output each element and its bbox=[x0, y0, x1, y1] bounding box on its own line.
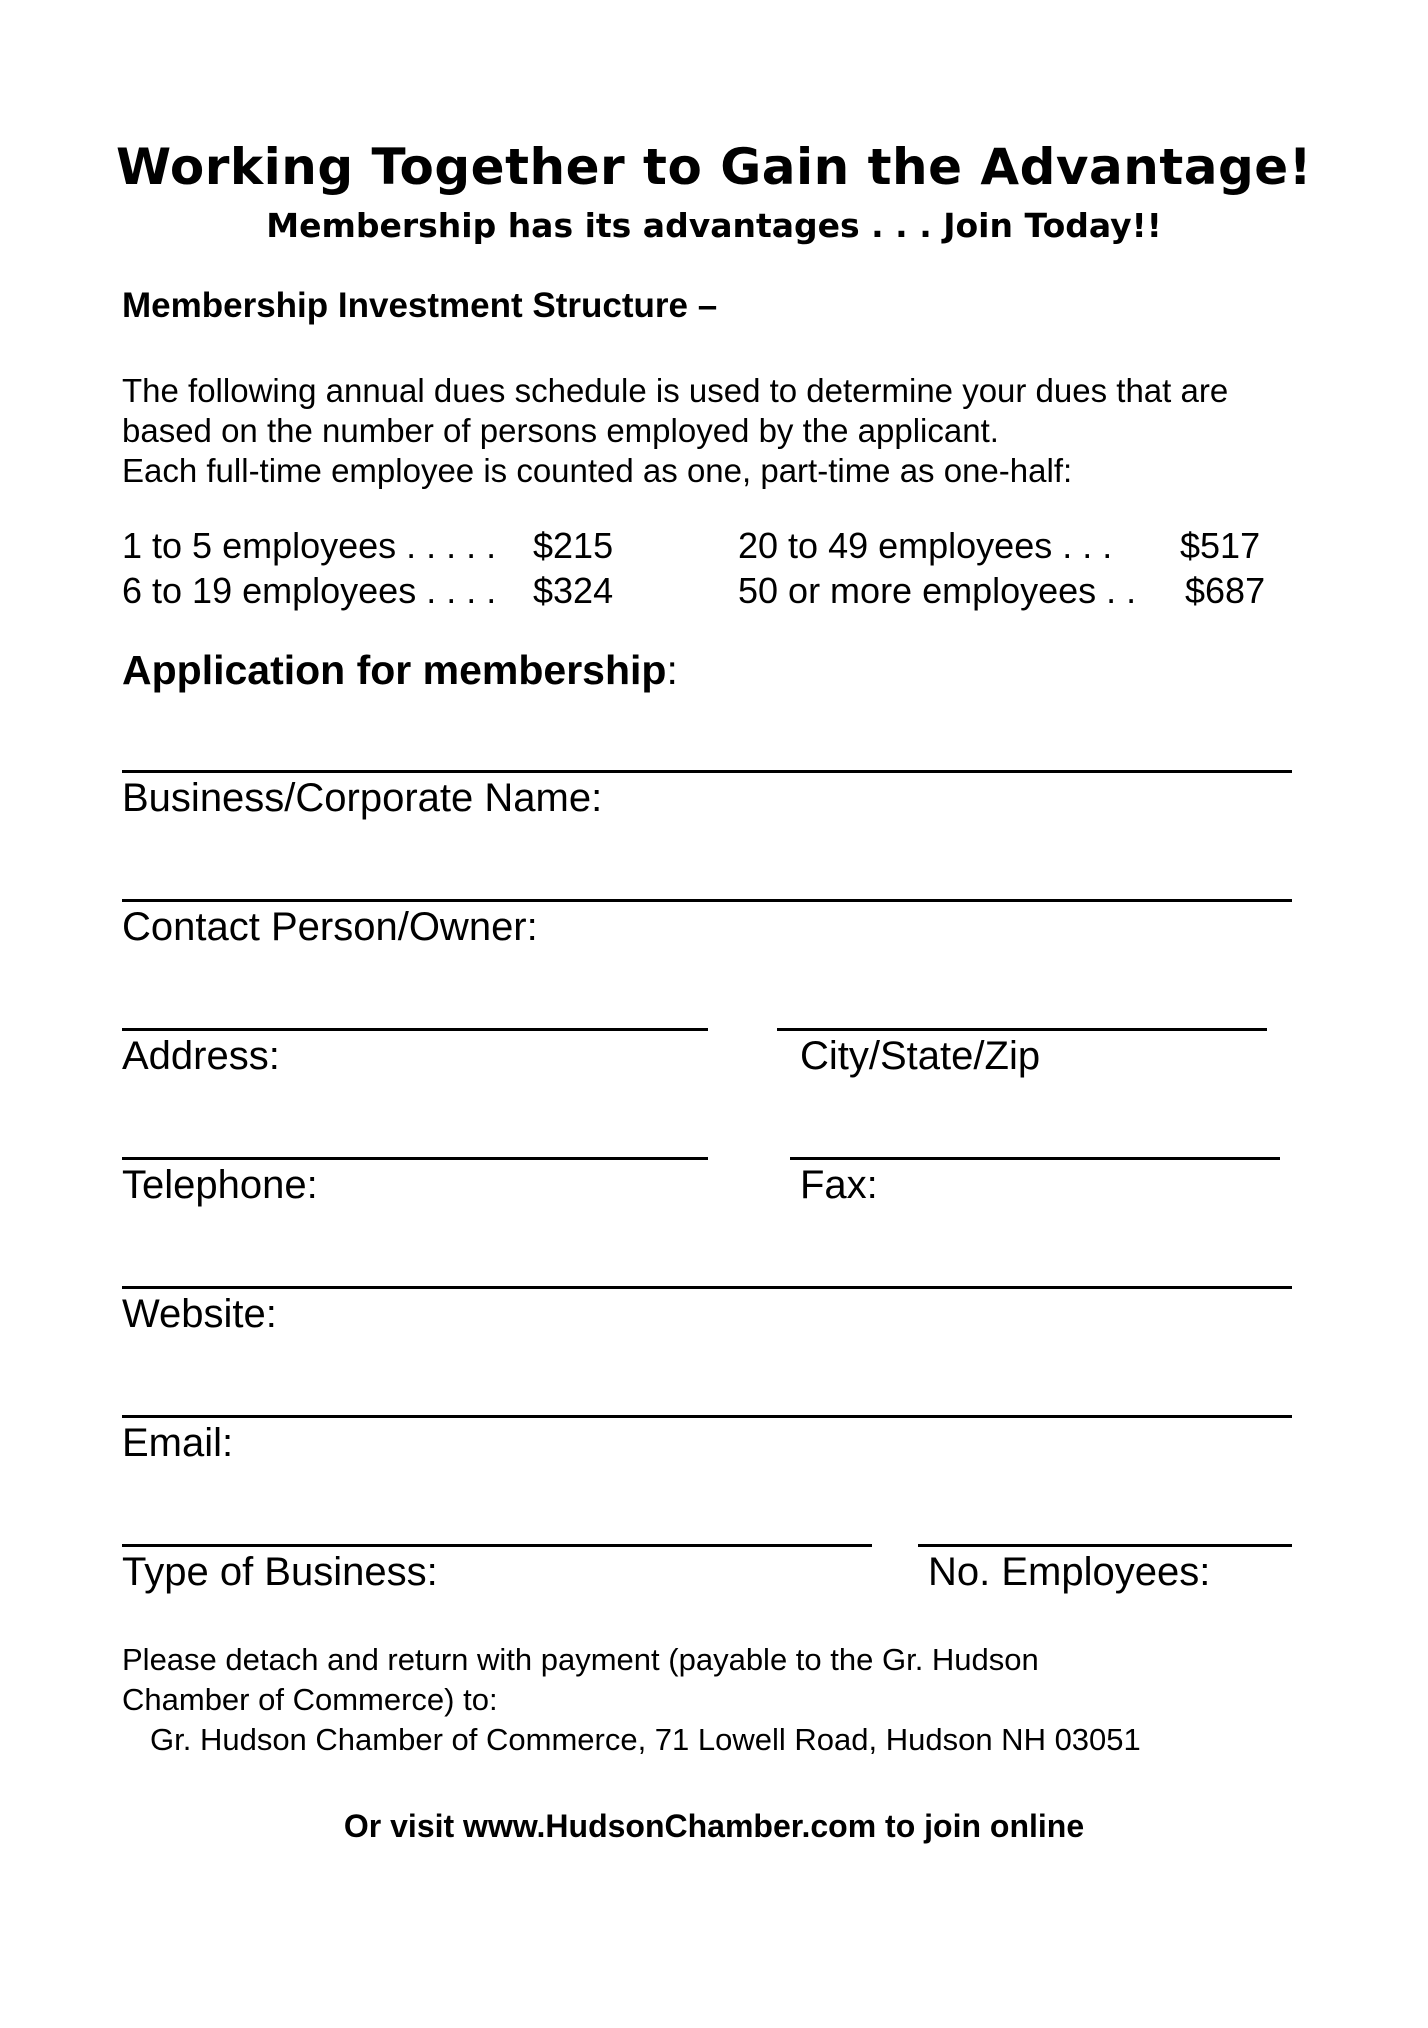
city-state-zip-label: City/State/Zip bbox=[800, 1034, 1041, 1078]
city-state-zip-line[interactable] bbox=[777, 1028, 1267, 1031]
application-heading bbox=[122, 647, 678, 694]
fax-label: Fax: bbox=[800, 1163, 878, 1207]
address-line[interactable] bbox=[122, 1028, 708, 1031]
dues-label-4: 50 or more employees . . bbox=[738, 570, 1137, 611]
investment-heading: Membership Investment Structure – bbox=[122, 286, 718, 325]
dues-label-1: 1 to 5 employees . . . . . bbox=[122, 525, 497, 566]
contact-label: Contact Person/Owner: bbox=[122, 905, 538, 949]
telephone-label: Telephone: bbox=[122, 1163, 318, 1207]
investment-para-line1: The following annual dues schedule is used to determine your dues that are bbox=[122, 372, 1229, 409]
footer-address: Gr. Hudson Chamber of Commerce, 71 Lowell Road, Hudson NH 03051 bbox=[150, 1722, 1141, 1757]
email-line[interactable] bbox=[122, 1415, 1292, 1418]
dues-price-1: $215 bbox=[533, 525, 614, 566]
website-line[interactable] bbox=[122, 1286, 1292, 1289]
email-label: Email: bbox=[122, 1421, 234, 1465]
footer-line2: Chamber of Commerce) to: bbox=[122, 1682, 498, 1717]
dues-price-4: $687 bbox=[1185, 570, 1266, 611]
fax-line[interactable] bbox=[790, 1157, 1280, 1160]
no-employees-label: No. Employees: bbox=[928, 1550, 1211, 1594]
type-of-business-line[interactable] bbox=[122, 1544, 872, 1547]
page-subtitle: Membership has its advantages . . . Join Today!! bbox=[266, 206, 1162, 245]
dues-price-3: $517 bbox=[1180, 525, 1261, 566]
join-online-text: Or visit www.HudsonChamber.com to join online bbox=[343, 1808, 1085, 1844]
business-name-line[interactable] bbox=[122, 770, 1292, 773]
dues-label-2: 6 to 19 employees . . . . bbox=[122, 570, 497, 611]
address-label: Address: bbox=[122, 1034, 280, 1078]
type-of-business-label: Type of Business: bbox=[122, 1550, 438, 1594]
dues-price-2: $324 bbox=[533, 570, 614, 611]
website-label: Website: bbox=[122, 1292, 277, 1336]
footer-line1: Please detach and return with payment (payable to the Gr. Hudson bbox=[122, 1642, 1039, 1677]
contact-line[interactable] bbox=[122, 899, 1292, 902]
page-title: Working Together to Gain the Advantage! bbox=[115, 138, 1312, 196]
investment-para-line2: based on the number of persons employed by the applicant. bbox=[122, 412, 999, 449]
business-name-label: Business/Corporate Name: bbox=[122, 776, 603, 820]
no-employees-line[interactable] bbox=[918, 1544, 1292, 1547]
dues-label-3: 20 to 49 employees . . . bbox=[738, 525, 1113, 566]
application-heading-text: Application for membership bbox=[122, 647, 667, 693]
investment-para-line3: Each full-time employee is counted as one, part-time as one-half: bbox=[122, 452, 1073, 489]
application-heading-colon: : bbox=[666, 647, 678, 693]
telephone-line[interactable] bbox=[122, 1157, 708, 1160]
